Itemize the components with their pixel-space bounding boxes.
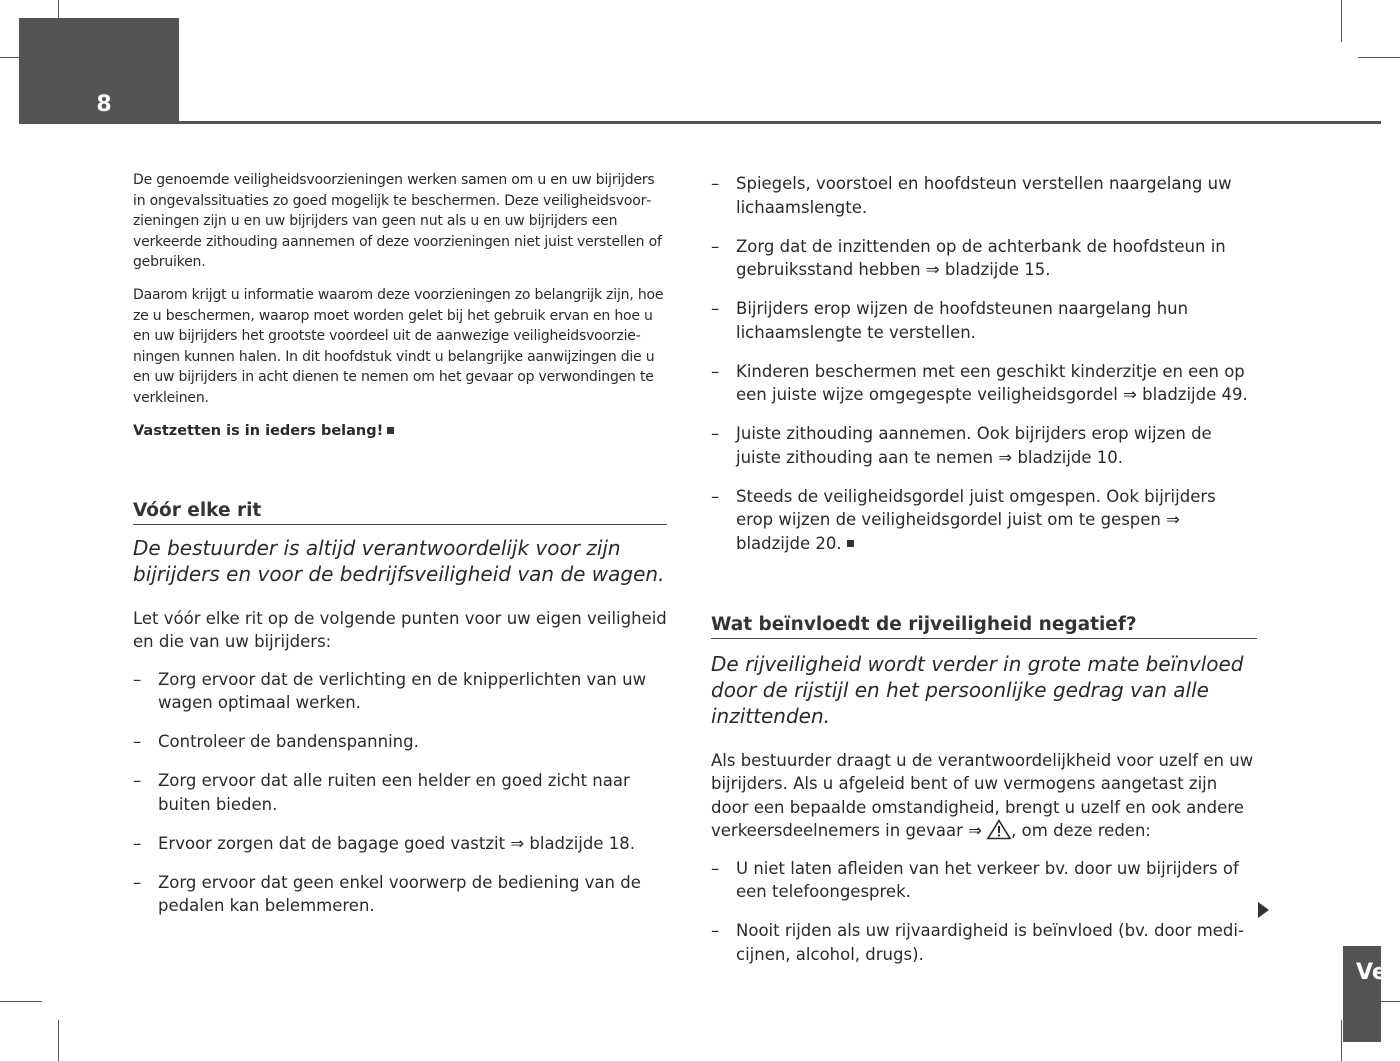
section-title-driving-safety: Wat beïnvloedt de rijveiligheid negatief? [711,613,1257,639]
end-marker-icon [847,540,854,547]
lead-text-driving-safety: De rijveiligheid wordt verder in grote mate beïnvloed door de rijstijl en het persoonlijke gedrag van alle inzittenden. [711,651,1244,728]
checklist-before-trip [133,668,667,918]
crop-mark [1341,1020,1342,1061]
list-item: – Kinderen beschermen met een geschikt kinderzitje en een op een juiste wijze omgegespte veiligheidsgordel ⇒ bladzijde 49. [711,360,1257,407]
list-item: – U niet laten afleiden van het verkeer bv. door uw bijrijders of een telefoongesprek. [711,857,1257,904]
left-column [133,170,667,933]
crop-mark [1358,57,1400,58]
page-number-tab [19,18,179,124]
chapter-side-tab [1343,946,1387,1042]
list-item: – Nooit rijden als uw rijvaardigheid is beïnvloed (bv. door medicijnen, alcohol, drugs). [711,919,1257,966]
list-item: – Juiste zithouding aannemen. Ook bijrijders erop wijzen de juiste zithouding aan te nemen ⇒ bladzijde 10. [711,422,1257,469]
list-item-text: Steeds de veiligheidsgordel juist omgespen. Ook bijrijders erop wijzen de veiligheidsgordel juist om te gespen ⇒ bladzijde 20. [736,486,1216,553]
end-marker-icon [387,427,394,434]
intro-paragraph-1: De genoemde veiligheidsvoorzieningen werken samen om u en uw bijrijders in ongevalssituaties zo goed mogelijk te beschermen. Deze veiligheidsvoorzieningen zijn u en uw bijrijders van geen nut als u en uw bijrijders een verkeerde zithouding aannemen of deze voorzieningen niet juist verstellen of gebruiken. [133,172,662,271]
crop-mark [58,1020,59,1061]
page-number: 8 [96,92,112,117]
body-text-driving-safety [711,749,1257,843]
crop-mark [0,1001,42,1002]
list-item: – Zorg dat de inzittenden op de achterbank de hoofdsteun in gebruiksstand hebben ⇒ bladzijde 15. [711,235,1257,282]
warning-triangle-icon [987,819,1011,840]
list-item: – Zorg ervoor dat alle ruiten een helder en goed zicht naar buiten bieden. [133,769,667,816]
body-text-part-2: , om deze reden: [1011,821,1151,840]
list-item: – Controleer de bandenspanning. [133,730,667,754]
bold-note [133,421,667,441]
body-text-part-1: Als bestuurder draagt u de verantwoordelijkheid voor uzelf en uw bijrijders. Als u afgeleid bent of uw vermogens aangetast zijn door een bepaalde omstandigheid, brengt u uzelf en ook andere verkeersdeelnemers in gevaar ⇒ [711,750,1254,840]
next-page-arrow-icon [1258,902,1269,918]
list-item: – Ervoor zorgen dat de bagage goed vastzit ⇒ bladzijde 18. [133,832,667,856]
body-text-before-trip: Let vóór elke rit op de volgende punten voor uw eigen veiligheid en die van uw bijrijders: [133,608,667,652]
list-item: – Zorg ervoor dat geen enkel voorwerp de bediening van de pedalen kan belemmeren. [133,871,667,918]
list-item [711,485,1257,556]
list-item: – Bijrijders erop wijzen de hoofdsteunen naargelang hun lichaamslengte te verstellen. [711,297,1257,344]
risk-list [711,857,1257,967]
list-item: – Spiegels, voorstoel en hoofdsteun verstellen naargelang uw lichaamslengte. [711,172,1257,219]
right-column [711,172,1257,982]
bold-note-text: Vastzetten is in ieders belang! [133,422,384,439]
crop-mark [1341,0,1342,42]
header-rule [179,121,1381,124]
intro-paragraph-2: Daarom krijgt u informatie waarom deze voorzieningen zo belangrijk zijn, hoe ze u beschermen, waarop moet worden gelet bij het gebruik ervan en hoe u en uw bijrijders het grootste voordeel uit de aanwezige veiligheidsvoorzieningen kunnen halen. In dit hoofdstuk vindt u belangrijke aanwijzingen die u en uw bijrijders in acht dienen te nemen om het gevaar op verwondingen te verkleinen. [133,286,664,406]
section-title-before-trip: Vóór elke rit [133,499,667,525]
chapter-side-tab-label: Ve [1356,960,1387,985]
lead-text-before-trip: De bestuurder is altijd verantwoordelijk voor zijn bijrijders en voor de bedrijfsveiligheid van de wagen. [133,535,665,586]
list-item: – Zorg ervoor dat de verlichting en de knipperlichten van uw wagen optimaal werken. [133,668,667,715]
checklist-continued [711,172,1257,555]
